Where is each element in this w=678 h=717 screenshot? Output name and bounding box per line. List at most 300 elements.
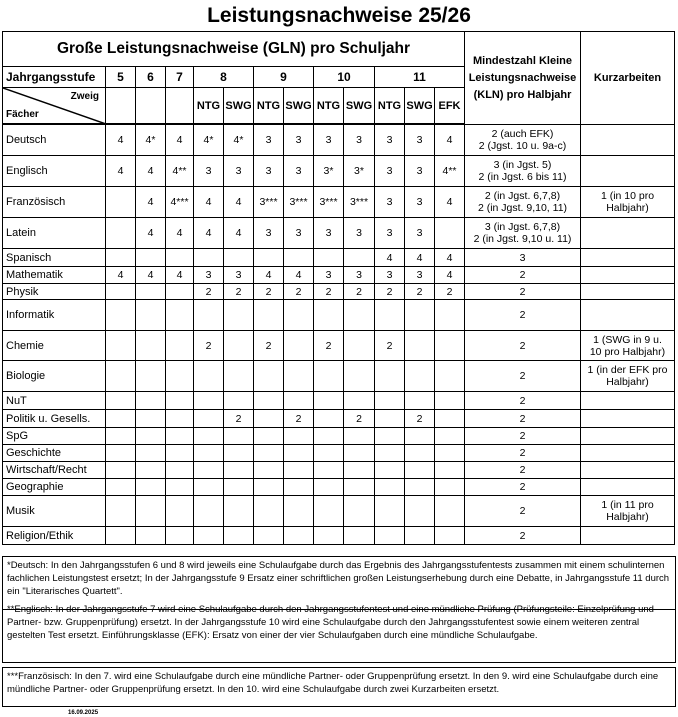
table-row [3, 361, 675, 392]
gln-cell: 4 [435, 267, 465, 284]
gln-cell [284, 496, 314, 527]
gln-cell [224, 361, 254, 392]
gln-cell [106, 361, 136, 392]
gln-cell [136, 284, 166, 300]
kurzarbeiten-header: Kurzarbeiten [581, 32, 675, 125]
gln-cell [375, 479, 405, 496]
gln-cell [254, 392, 284, 410]
table-row [3, 410, 675, 428]
gln-cell [284, 249, 314, 267]
subject-name: Mathematik [3, 267, 106, 284]
gln-cell: 4 [435, 249, 465, 267]
gln-cell [435, 218, 465, 249]
gln-cell [106, 249, 136, 267]
gln-cell: 4** [435, 156, 465, 187]
gln-cell: 3 [314, 267, 344, 284]
kln-line: 2 [519, 430, 526, 442]
gln-cell: 3 [224, 156, 254, 187]
subject-name: SpG [3, 428, 106, 445]
gln-cell [194, 392, 224, 410]
gln-cell [375, 410, 405, 428]
gln-cell [254, 361, 284, 392]
kln-cell [465, 249, 581, 267]
gln-header: Große Leistungsnachweise (GLN) pro Schuljahr [3, 32, 465, 67]
kurz-line: Halbjahr) [606, 202, 649, 214]
gln-cell [166, 462, 194, 479]
subject-name: Religion/Ethik [3, 527, 106, 545]
gln-cell [314, 479, 344, 496]
gln-cell [106, 410, 136, 428]
grade-9: 9 [254, 67, 314, 88]
kurzarbeiten-cell [581, 462, 675, 479]
kln-line: 2 [519, 505, 526, 517]
kurzarbeiten-cell [581, 267, 675, 284]
gln-cell [314, 462, 344, 479]
gln-cell [375, 361, 405, 392]
gln-cell [166, 527, 194, 545]
gln-cell [224, 249, 254, 267]
gln-cell: 3 [375, 156, 405, 187]
gln-cell [314, 445, 344, 462]
gln-cell [136, 496, 166, 527]
date-stamp: 16.09.2025 [68, 710, 99, 716]
gln-cell [435, 428, 465, 445]
gln-cell [284, 479, 314, 496]
gln-cell [136, 300, 166, 331]
gln-cell [435, 479, 465, 496]
table-row [3, 496, 675, 527]
gln-cell: 3 [344, 267, 375, 284]
kurz-line: 1 (SWG in 9 u. [593, 333, 662, 346]
gln-cell: 2 [224, 410, 254, 428]
gln-cell [194, 249, 224, 267]
table-row [3, 284, 675, 300]
gln-cell [254, 300, 284, 331]
kln-line: 2 (in Jgst. 9,10, 11) [477, 202, 568, 214]
subject-name: Französisch [3, 187, 106, 218]
gln-cell: 3 [224, 267, 254, 284]
gln-cell: 3 [284, 125, 314, 156]
grade-7: 7 [166, 67, 194, 88]
kln-header [465, 32, 581, 125]
gln-cell [405, 361, 435, 392]
kln-cell [465, 125, 581, 156]
gln-cell [254, 410, 284, 428]
table-row [3, 392, 675, 410]
gln-cell [106, 284, 136, 300]
gln-cell [166, 249, 194, 267]
gln-cell [435, 462, 465, 479]
gln-cell [344, 392, 375, 410]
subject-name: Wirtschaft/Recht [3, 462, 106, 479]
gln-cell [254, 496, 284, 527]
gln-cell [344, 527, 375, 545]
gln-cell: 2 [314, 284, 344, 300]
gln-cell [284, 361, 314, 392]
table-row [3, 527, 675, 545]
gln-cell: 4 [435, 187, 465, 218]
gln-cell [284, 445, 314, 462]
kln-line: 2 (Jgst. 10 u. 9a-c) [478, 140, 567, 152]
gln-cell [314, 249, 344, 267]
gln-cell [194, 479, 224, 496]
gln-cell: 2 [194, 331, 224, 361]
branch-ntg: NTG [314, 88, 344, 124]
gln-cell [166, 428, 194, 445]
gln-cell: 3*** [344, 187, 375, 218]
gln-cell: 3 [375, 187, 405, 218]
kln-cell [465, 300, 581, 331]
kurzarbeiten-cell [581, 361, 675, 392]
gln-cell [224, 300, 254, 331]
gln-cell [344, 249, 375, 267]
kln-line: 2 [519, 412, 526, 425]
gln-cell [314, 496, 344, 527]
gln-cell [405, 496, 435, 527]
gln-cell [106, 218, 136, 249]
gln-cell [106, 187, 136, 218]
kurz-line: 10 pro Halbjahr) [589, 345, 666, 358]
gln-cell: 2 [224, 284, 254, 300]
gln-cell: 3*** [284, 187, 314, 218]
gln-cell [166, 496, 194, 527]
gln-cell: 2 [254, 331, 284, 361]
gln-cell: 2 [344, 284, 375, 300]
gln-cell: 4 [136, 156, 166, 187]
gln-cell [435, 527, 465, 545]
gln-cell [166, 300, 194, 331]
gln-cell: 4* [136, 125, 166, 156]
kln-cell [465, 284, 581, 300]
gln-cell [194, 300, 224, 331]
table-row [3, 462, 675, 479]
branch-ntg: NTG [375, 88, 405, 124]
gln-cell [224, 331, 254, 361]
kln-cell [465, 445, 581, 462]
gln-cell: 4* [224, 125, 254, 156]
gln-cell: 2 [284, 410, 314, 428]
subject-name: Geographie [3, 479, 106, 496]
table-row [3, 479, 675, 496]
kurz-line: 1 (in 11 pro [601, 499, 654, 511]
gln-cell [435, 496, 465, 527]
gln-cell [106, 479, 136, 496]
branch-swg: SWG [405, 88, 435, 124]
gln-cell: 4 [254, 267, 284, 284]
grade-8: 8 [194, 67, 254, 88]
gln-cell [435, 410, 465, 428]
gln-cell: 4 [106, 125, 136, 156]
kurz-line: Halbjahr) [606, 376, 649, 388]
zweig-faecher-header [3, 88, 106, 124]
subject-name: Latein [3, 218, 106, 249]
gln-cell [375, 496, 405, 527]
gln-cell: 2 [284, 284, 314, 300]
gln-cell [405, 479, 435, 496]
gln-cell [344, 331, 375, 361]
gln-cell: 3 [405, 267, 435, 284]
kln-cell [465, 361, 581, 392]
gln-cell [314, 527, 344, 545]
gln-cell: 3 [375, 125, 405, 156]
gln-cell [375, 392, 405, 410]
kurzarbeiten-cell [581, 496, 675, 527]
branch-ntg: NTG [254, 88, 284, 124]
gln-cell: 3 [254, 218, 284, 249]
jahrgangsstufe-label: Jahrgangsstufe [3, 67, 106, 88]
gln-cell: 3 [405, 125, 435, 156]
gln-cell [405, 462, 435, 479]
subject-name: Englisch [3, 156, 106, 187]
kln-cell [465, 462, 581, 479]
gln-cell: 4 [224, 218, 254, 249]
kln-cell [465, 392, 581, 410]
subject-name: Chemie [3, 331, 106, 361]
kurzarbeiten-cell [581, 445, 675, 462]
gln-cell: 4*** [166, 187, 194, 218]
kurzarbeiten-cell [581, 156, 675, 187]
gln-cell [136, 361, 166, 392]
gln-cell: 3 [405, 187, 435, 218]
gln-cell [136, 392, 166, 410]
kln-cell [465, 331, 581, 361]
gln-cell: 4 [136, 267, 166, 284]
gln-cell [194, 496, 224, 527]
gln-cell [194, 361, 224, 392]
gln-cell [284, 527, 314, 545]
kln-line: 2 (in Jgst. 9,10 u. 11) [473, 233, 572, 245]
kurzarbeiten-cell [581, 125, 675, 156]
table-row [3, 331, 675, 361]
gln-cell: 2 [375, 331, 405, 361]
gln-cell: 3 [194, 267, 224, 284]
gln-cell [136, 410, 166, 428]
gln-cell: 2 [254, 284, 284, 300]
kln-cell [465, 428, 581, 445]
gln-cell [405, 300, 435, 331]
gln-cell [314, 392, 344, 410]
gln-cell [375, 300, 405, 331]
gln-cell [435, 300, 465, 331]
kln-line: 3 (in Jgst. 6,7,8) [484, 221, 561, 233]
gln-cell: 3 [344, 125, 375, 156]
gln-cell [106, 300, 136, 331]
gln-cell [136, 249, 166, 267]
subject-name: Politik u. Gesells. [3, 410, 106, 428]
gln-cell [254, 462, 284, 479]
grade-10: 10 [314, 67, 375, 88]
grade-5: 5 [106, 67, 136, 88]
kln-line: 2 (in Jgst. 6 bis 11) [478, 171, 567, 183]
footnote-deutsch: *Deutsch: In den Jahrgangsstufen 6 und 8 wird jeweils eine Schulaufgabe durch das Ergebnis des Jahrgangsstufentests zusammen mit einem schulinternen fachlichen Leistungstest ersetzt; In der Jahrgangsstufe 9 Ersatz einer schriftlichen großen Leistungserhebung durch eine Debatte, in Jahrgangsstufe 11 durch ein "Literarisches Quartett". [2, 556, 676, 610]
gln-cell: 2 [405, 410, 435, 428]
gln-cell: 3 [284, 156, 314, 187]
gln-cell [405, 527, 435, 545]
gln-cell [106, 331, 136, 361]
gln-cell: 3 [254, 125, 284, 156]
table-row [3, 267, 675, 284]
gln-cell: 2 [314, 331, 344, 361]
gln-cell [194, 445, 224, 462]
kln-line: 2 [519, 481, 526, 493]
kln-line: 2 [519, 394, 526, 407]
table-row [3, 187, 675, 218]
gln-cell [344, 462, 375, 479]
branch-swg: SWG [284, 88, 314, 124]
subject-name: Informatik [3, 300, 106, 331]
branch-swg: SWG [344, 88, 375, 124]
subject-name: Musik [3, 496, 106, 527]
gln-cell [106, 428, 136, 445]
gln-cell: 3 [314, 125, 344, 156]
gln-cell [435, 445, 465, 462]
gln-cell: 4 [106, 267, 136, 284]
gln-cell [106, 496, 136, 527]
gln-cell [224, 445, 254, 462]
subject-name: Physik [3, 284, 106, 300]
branch-efk: EFK [435, 88, 465, 124]
gln-cell: 2 [405, 284, 435, 300]
gln-cell: 4 [375, 249, 405, 267]
gln-cell: 4 [166, 125, 194, 156]
gln-cell: 3 [194, 156, 224, 187]
kln-cell [465, 410, 581, 428]
zweig-label: Zweig [70, 91, 99, 102]
gln-cell [136, 479, 166, 496]
gln-cell [136, 428, 166, 445]
branch-swg: SWG [224, 88, 254, 124]
gln-cell [314, 410, 344, 428]
gln-cell [375, 527, 405, 545]
gln-cell [194, 527, 224, 545]
gln-cell [284, 392, 314, 410]
gln-cell: 3 [344, 218, 375, 249]
kurz-line: 1 (in 10 pro [600, 190, 655, 202]
kln-header-line: (KLN) pro Halbjahr [473, 88, 572, 101]
kln-header-line: Leistungsnachweise [468, 71, 577, 84]
gln-cell [224, 496, 254, 527]
gln-cell [166, 479, 194, 496]
kurzarbeiten-cell [581, 218, 675, 249]
gln-cell [375, 428, 405, 445]
kln-line: 2 [519, 309, 526, 321]
gln-cell [405, 445, 435, 462]
gln-cell: 2 [375, 284, 405, 300]
gln-cell [284, 428, 314, 445]
gln-cell [106, 392, 136, 410]
kurzarbeiten-cell [581, 187, 675, 218]
kln-cell [465, 187, 581, 218]
gln-cell [136, 527, 166, 545]
kln-line: 2 [519, 529, 526, 542]
gln-cell: 4 [166, 218, 194, 249]
gln-cell [166, 392, 194, 410]
gln-cell [405, 331, 435, 361]
gln-cell: 3 [314, 218, 344, 249]
gln-cell [314, 361, 344, 392]
gln-cell: 4 [106, 156, 136, 187]
gln-cell [375, 462, 405, 479]
gln-cell: 3 [375, 267, 405, 284]
kln-line: 2 [519, 447, 526, 459]
gln-cell [254, 479, 284, 496]
gln-cell [344, 445, 375, 462]
gln-cell: 4 [284, 267, 314, 284]
kurzarbeiten-cell [581, 300, 675, 331]
gln-cell: 2 [435, 284, 465, 300]
gln-cell [314, 300, 344, 331]
grade-11: 11 [375, 67, 465, 88]
gln-cell: 3 [284, 218, 314, 249]
gln-cell: 4 [136, 187, 166, 218]
gln-cell: 3 [405, 218, 435, 249]
gln-cell: 4** [166, 156, 194, 187]
gln-cell [435, 331, 465, 361]
table-row [3, 249, 675, 267]
gln-cell [435, 361, 465, 392]
table-row [3, 300, 675, 331]
kurz-line: Halbjahr) [606, 511, 649, 523]
gln-cell [106, 462, 136, 479]
gln-cell: 4* [194, 125, 224, 156]
gln-cell [284, 462, 314, 479]
subject-name: Deutsch [3, 125, 106, 156]
gln-cell: 3 [375, 218, 405, 249]
gln-cell: 4 [194, 218, 224, 249]
subject-name: Biologie [3, 361, 106, 392]
kurzarbeiten-cell [581, 428, 675, 445]
footnote-englisch: **Englisch: In der Jahrgangsstufe 7 wird eine Schulaufgabe durch den Jahrgangsstufentest und eine mündliche Prüfung (Prüfungsteile: Einzelprüfung und Partner- bzw. Gruppenprüfung) ersetzt. In der Jahrgangsstufe 10 wird eine Schulaufgabe durch den Jahrgangsstufentest sowie einem weiteren zentral gestelten Test ersetzt. Einführungsklasse (EFK): Ersatz von einer der vier Schulaufgaben durch eine mündliche Schulaufgabe. [2, 601, 676, 663]
gln-cell [284, 331, 314, 361]
subject-name: Geschichte [3, 445, 106, 462]
kln-line: 2 (in Jgst. 6,7,8) [484, 190, 561, 202]
gln-cell [136, 331, 166, 361]
gln-cell [166, 361, 194, 392]
kln-cell [465, 527, 581, 545]
branch-ntg: NTG [194, 88, 224, 124]
table-row [3, 125, 675, 156]
gln-cell: 3* [344, 156, 375, 187]
subject-name: Spanisch [3, 249, 106, 267]
gln-cell [344, 300, 375, 331]
gln-cell: 4 [194, 187, 224, 218]
kln-line: 3 [519, 251, 526, 264]
kurzarbeiten-cell [581, 331, 675, 361]
gln-cell [166, 331, 194, 361]
gln-cell [106, 445, 136, 462]
assessment-table [2, 31, 675, 545]
kln-line: 2 [519, 285, 526, 298]
kln-cell [465, 267, 581, 284]
footnote-franzoesisch: ***Französisch: In den 7. wird eine Schulaufgabe durch eine mündliche Partner- oder Gruppenprüfung ersetzt. In den 9. wird eine Schulaufgabe durch eine mündliche Partner- oder Gruppenprüfung ersetzt. In den 10. wird eine Schulaufgabe durch zwei Kurzarbeiten ersetzt. [2, 667, 676, 707]
gln-cell [166, 284, 194, 300]
gln-cell [344, 479, 375, 496]
gln-cell [224, 428, 254, 445]
kln-line: 2 [519, 370, 526, 382]
gln-cell: 3*** [254, 187, 284, 218]
gln-cell: 3 [254, 156, 284, 187]
kurzarbeiten-cell [581, 392, 675, 410]
gln-cell: 3 [405, 156, 435, 187]
gln-cell [344, 496, 375, 527]
subject-name: NuT [3, 392, 106, 410]
gln-cell [254, 527, 284, 545]
kln-line: 2 (auch EFK) [491, 128, 554, 140]
gln-cell [224, 392, 254, 410]
gln-cell: 4 [136, 218, 166, 249]
kln-line: 2 [519, 339, 526, 352]
gln-cell: 2 [194, 284, 224, 300]
